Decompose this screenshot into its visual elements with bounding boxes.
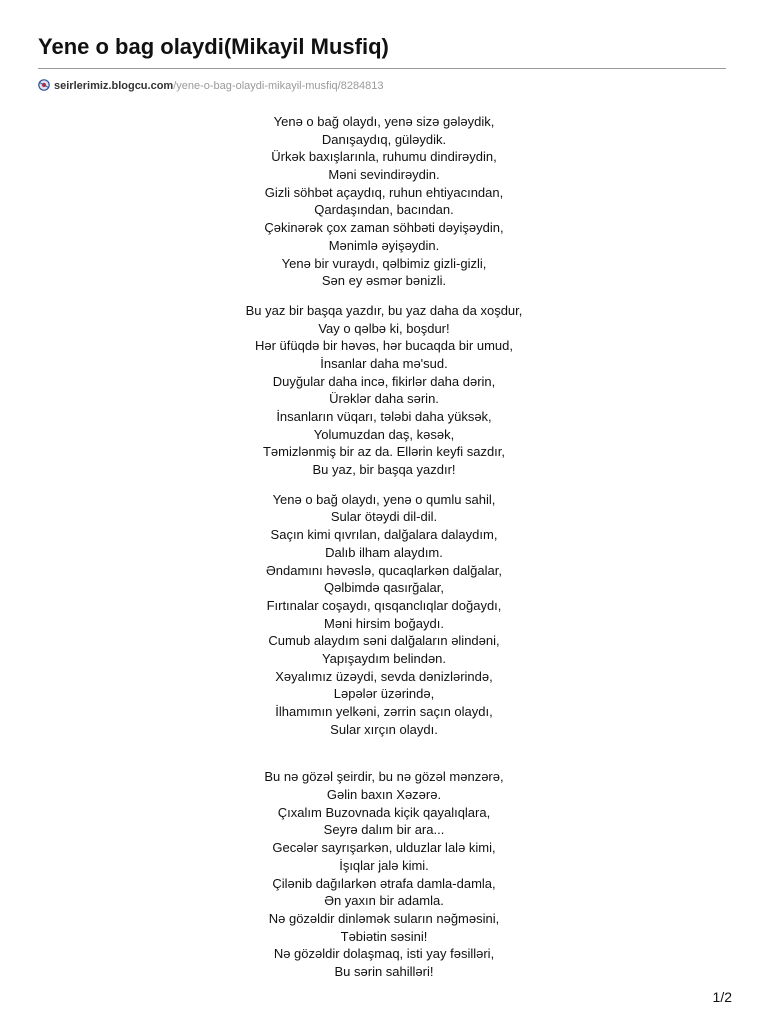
poem-line: Qardaşından, bacından.	[314, 202, 454, 218]
poem-line: Qəlbimdə qasırğalar,	[324, 580, 444, 596]
poem-line: Ən yaxın bir adamla.	[324, 893, 444, 909]
poem-line: Gizli söhbət açaydıq, ruhun ehtiyacından,	[264, 184, 504, 200]
poem-line: İnsanlar daha mə'sud.	[320, 355, 448, 371]
poem-line: Təbiətin səsini!	[340, 928, 428, 944]
page-number: 1/2	[712, 989, 732, 1005]
source-link[interactable]	[54, 80, 384, 92]
poem-line: Seyrə dalım bir ara...	[323, 822, 445, 838]
poem-line: Nə gözəldir dinləmək suların nəğməsini,	[268, 910, 500, 926]
poem-line: Gecələr sayrışarkən, ulduzlar lalə kimi,	[272, 840, 496, 856]
stanza	[0, 768, 768, 980]
source-domain: seirlerimiz.blogcu.com	[54, 80, 174, 92]
poem-line: Vay o qəlbə ki, boşdur!	[318, 320, 450, 336]
poem-line: Duyğular daha incə, fikirlər daha dərin,	[272, 373, 496, 389]
poem-line: Hər üfüqdə bir həvəs, hər bucaqda bir umud,	[255, 338, 513, 354]
poem-line: Bu yaz bir başqa yazdır, bu yaz daha da xoşdur,	[245, 302, 523, 318]
stanza	[0, 113, 768, 290]
stanza	[0, 491, 768, 739]
poem-line: Çilənib dağılarkən ətrafa damla-damla,	[272, 875, 496, 891]
poem-line: Bu sərin sahilləri!	[334, 963, 434, 979]
poem-line: Saçın kimi qıvrılan, dalğalara dalaydım,	[270, 527, 498, 543]
source-line	[38, 79, 384, 93]
poem-line: Yenə o bağ olaydı, yenə sizə gələydik,	[273, 114, 495, 129]
poem-line: Fırtınalar coşaydı, qısqanclıqlar doğaydı,	[266, 597, 502, 613]
poem-body	[0, 113, 768, 981]
poem-line: Çəkinərək çox zaman söhbəti dəyişəydin,	[264, 220, 504, 236]
site-favicon-icon	[38, 79, 50, 91]
poem-line: Cumub alaydım səni dalğaların əlindəni,	[268, 633, 500, 649]
poem-line: Təmizlənmiş bir az da. Ellərin keyfi sazdır,	[262, 444, 506, 460]
poem-line: İnsanların vüqarı, tələbi daha yüksək,	[276, 409, 492, 424]
poem-line: Sən ey əsmər bənizli.	[321, 273, 447, 289]
poem-line: Məni hirsim boğaydı.	[324, 615, 444, 631]
poem-line: Çıxalım Buzovnada kiçik qayalıqlara,	[277, 804, 491, 820]
poem-line: Yolumuzdan daş, kəsək,	[313, 426, 455, 442]
poem-line: Ürəklər daha sərin.	[329, 391, 439, 407]
poem-line: Sular xırçın olaydı.	[330, 721, 438, 737]
poem-line: Əndamını həvəslə, qucaqlarkən dalğalar,	[266, 562, 502, 578]
poem-line: Xəyalımız üzəydi, sevda dənizlərində,	[275, 668, 493, 684]
poem-line: Ləpələr üzərində,	[333, 686, 435, 702]
poem-line: Gəlin baxın Xəzərə.	[326, 787, 442, 803]
poem-line: Məni sevindirəydin.	[328, 167, 440, 183]
title-divider	[38, 68, 726, 69]
source-path: /yene-o-bag-olaydi-mikayil-musfiq/8284813	[173, 80, 384, 92]
poem-line: Bu yaz, bir başqa yazdır!	[312, 462, 456, 478]
poem-line: Ürkək baxışlarınla, ruhumu dindirəydin,	[271, 149, 497, 165]
poem-line: İlhamımın yelkəni, zərrin saçın olaydı,	[275, 704, 493, 719]
poem-line: Nə gözəldir dolaşmaq, isti yay fəsilləri,	[273, 946, 495, 962]
poem-line: İşıqlar jalə kimi.	[339, 857, 429, 873]
poem-line: Bu nə gözəl şeirdir, bu nə gözəl mənzərə,	[264, 769, 504, 785]
poem-line: Sular ötəydi dil-dil.	[330, 509, 438, 525]
poem-line: Yenə o bağ olaydı, yenə o qumlu sahil,	[272, 491, 496, 507]
stanza	[0, 302, 768, 479]
poem-line: Mənimlə əyişəydin.	[328, 237, 440, 253]
poem-line: Yenə bir vuraydı, qəlbimiz gizli-gizli,	[281, 255, 487, 271]
poem-line: Dalıb ilham alaydım.	[325, 544, 443, 560]
poem-line: Danışaydıq, güləydik.	[321, 131, 447, 147]
poem-line: Yapışaydım belindən.	[321, 650, 447, 666]
document-title: Yene o bag olaydi(Mikayil Musfiq)	[38, 34, 389, 59]
